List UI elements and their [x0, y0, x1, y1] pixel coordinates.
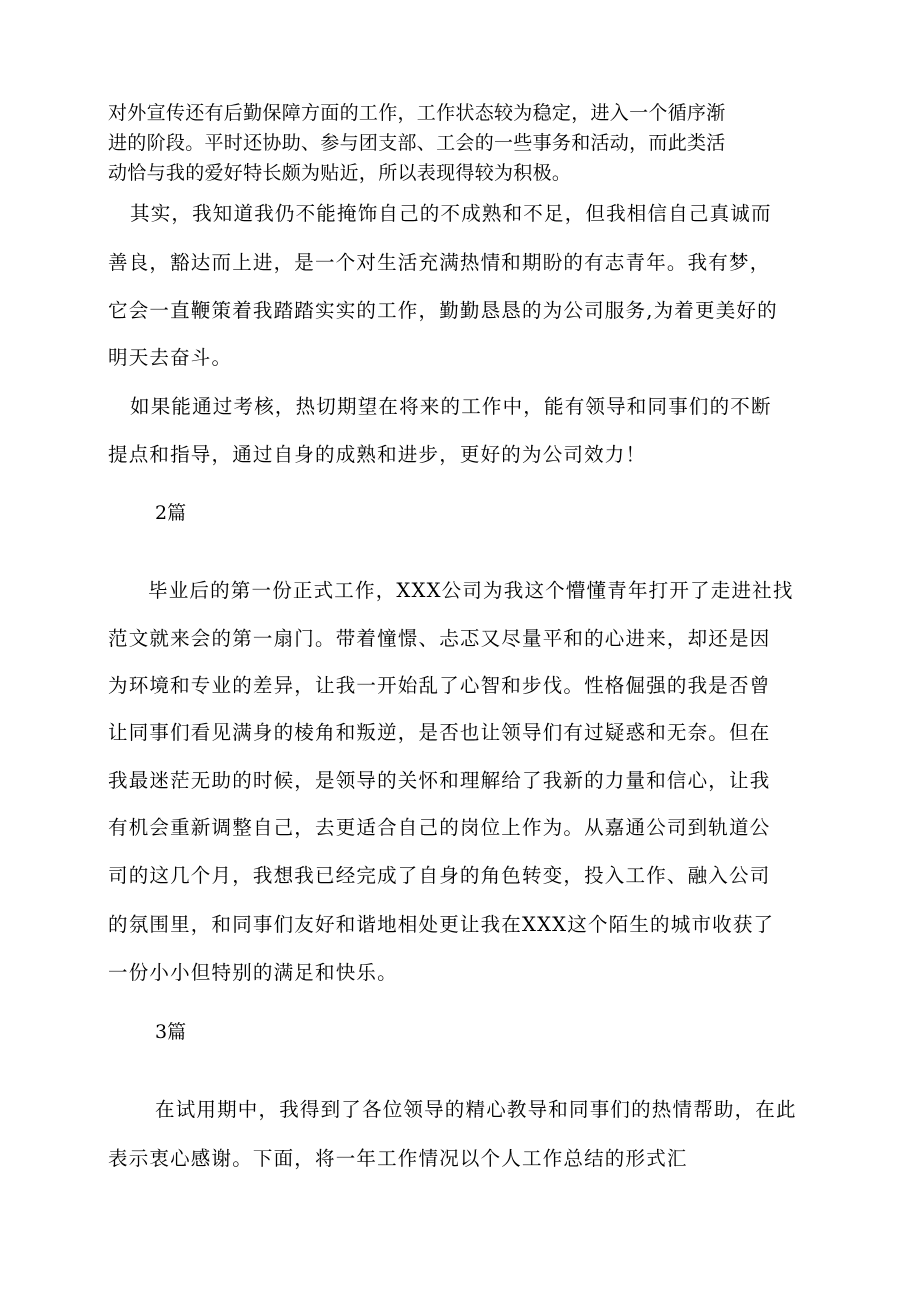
text-line: 表示衷心感谢。下面，将一年工作情况以个人工作总结的形式汇	[108, 1147, 688, 1170]
section-heading-3: 3篇	[155, 1021, 187, 1043]
text-line: 它会一直鞭策着我踏踏实实的工作，勤勤恳恳的为公司服务,为着更美好的	[108, 299, 778, 322]
text-line: 明天去奋斗。	[108, 346, 233, 369]
text-line: 动恰与我的爱好特长颇为贴近，所以表现得较为积极。	[108, 162, 572, 184]
section-heading-2: 2篇	[155, 502, 187, 524]
text-line: 我最迷茫无助的时候，是领导的关怀和理解给了我新的力量和信心，让我	[108, 769, 771, 792]
text-line: 一份小小但特别的满足和快乐。	[108, 961, 398, 984]
text-line: 在试用期中，我得到了各位领导的精心教导和同事们的热情帮助，在此	[155, 1098, 797, 1121]
text-line: 如果能通过考核，热切期望在将来的工作中，能有领导和同事们的不断	[130, 395, 772, 418]
text-line: 范文就来会的第一扇门。带着憧憬、忐忑又尽量平和的心进来，却还是因	[108, 627, 771, 650]
text-line: 毕业后的第一份正式工作，XXX公司为我这个懵懂青年打开了走进社找	[148, 579, 794, 602]
text-line: 为环境和专业的差异，让我一开始乱了心智和步伐。性格倔强的我是否曾	[108, 674, 771, 697]
text-line: 让同事们看见满身的棱角和叛逆，是否也让领导们有过疑惑和无奈。但在	[108, 721, 771, 744]
text-line: 提点和指导，通过自身的成熟和进步，更好的为公司效力！	[108, 443, 647, 466]
text-line: 善良，豁达而上进，是一个对生活充满热情和期盼的有志青年。我有梦，	[108, 251, 771, 274]
text-line: 对外宣传还有后勤保障方面的工作，工作状态较为稳定，进入一个循序渐	[108, 102, 726, 124]
text-line: 进的阶段。平时还协助、参与团支部、工会的一些事务和活动，而此类活	[108, 132, 726, 154]
text-line: 的氛围里，和同事们友好和谐地相处更让我在XXX这个陌生的城市收获了	[108, 913, 775, 936]
text-line: 司的这几个月，我想我已经完成了自身的角色转变，投入工作、融入公司	[108, 864, 771, 887]
text-line: 其实，我知道我仍不能掩饰自己的不成熟和不足，但我相信自己真诚而	[130, 202, 772, 225]
text-line: 有机会重新调整自己，去更适合自己的岗位上作为。从嘉通公司到轨道公	[108, 816, 771, 839]
